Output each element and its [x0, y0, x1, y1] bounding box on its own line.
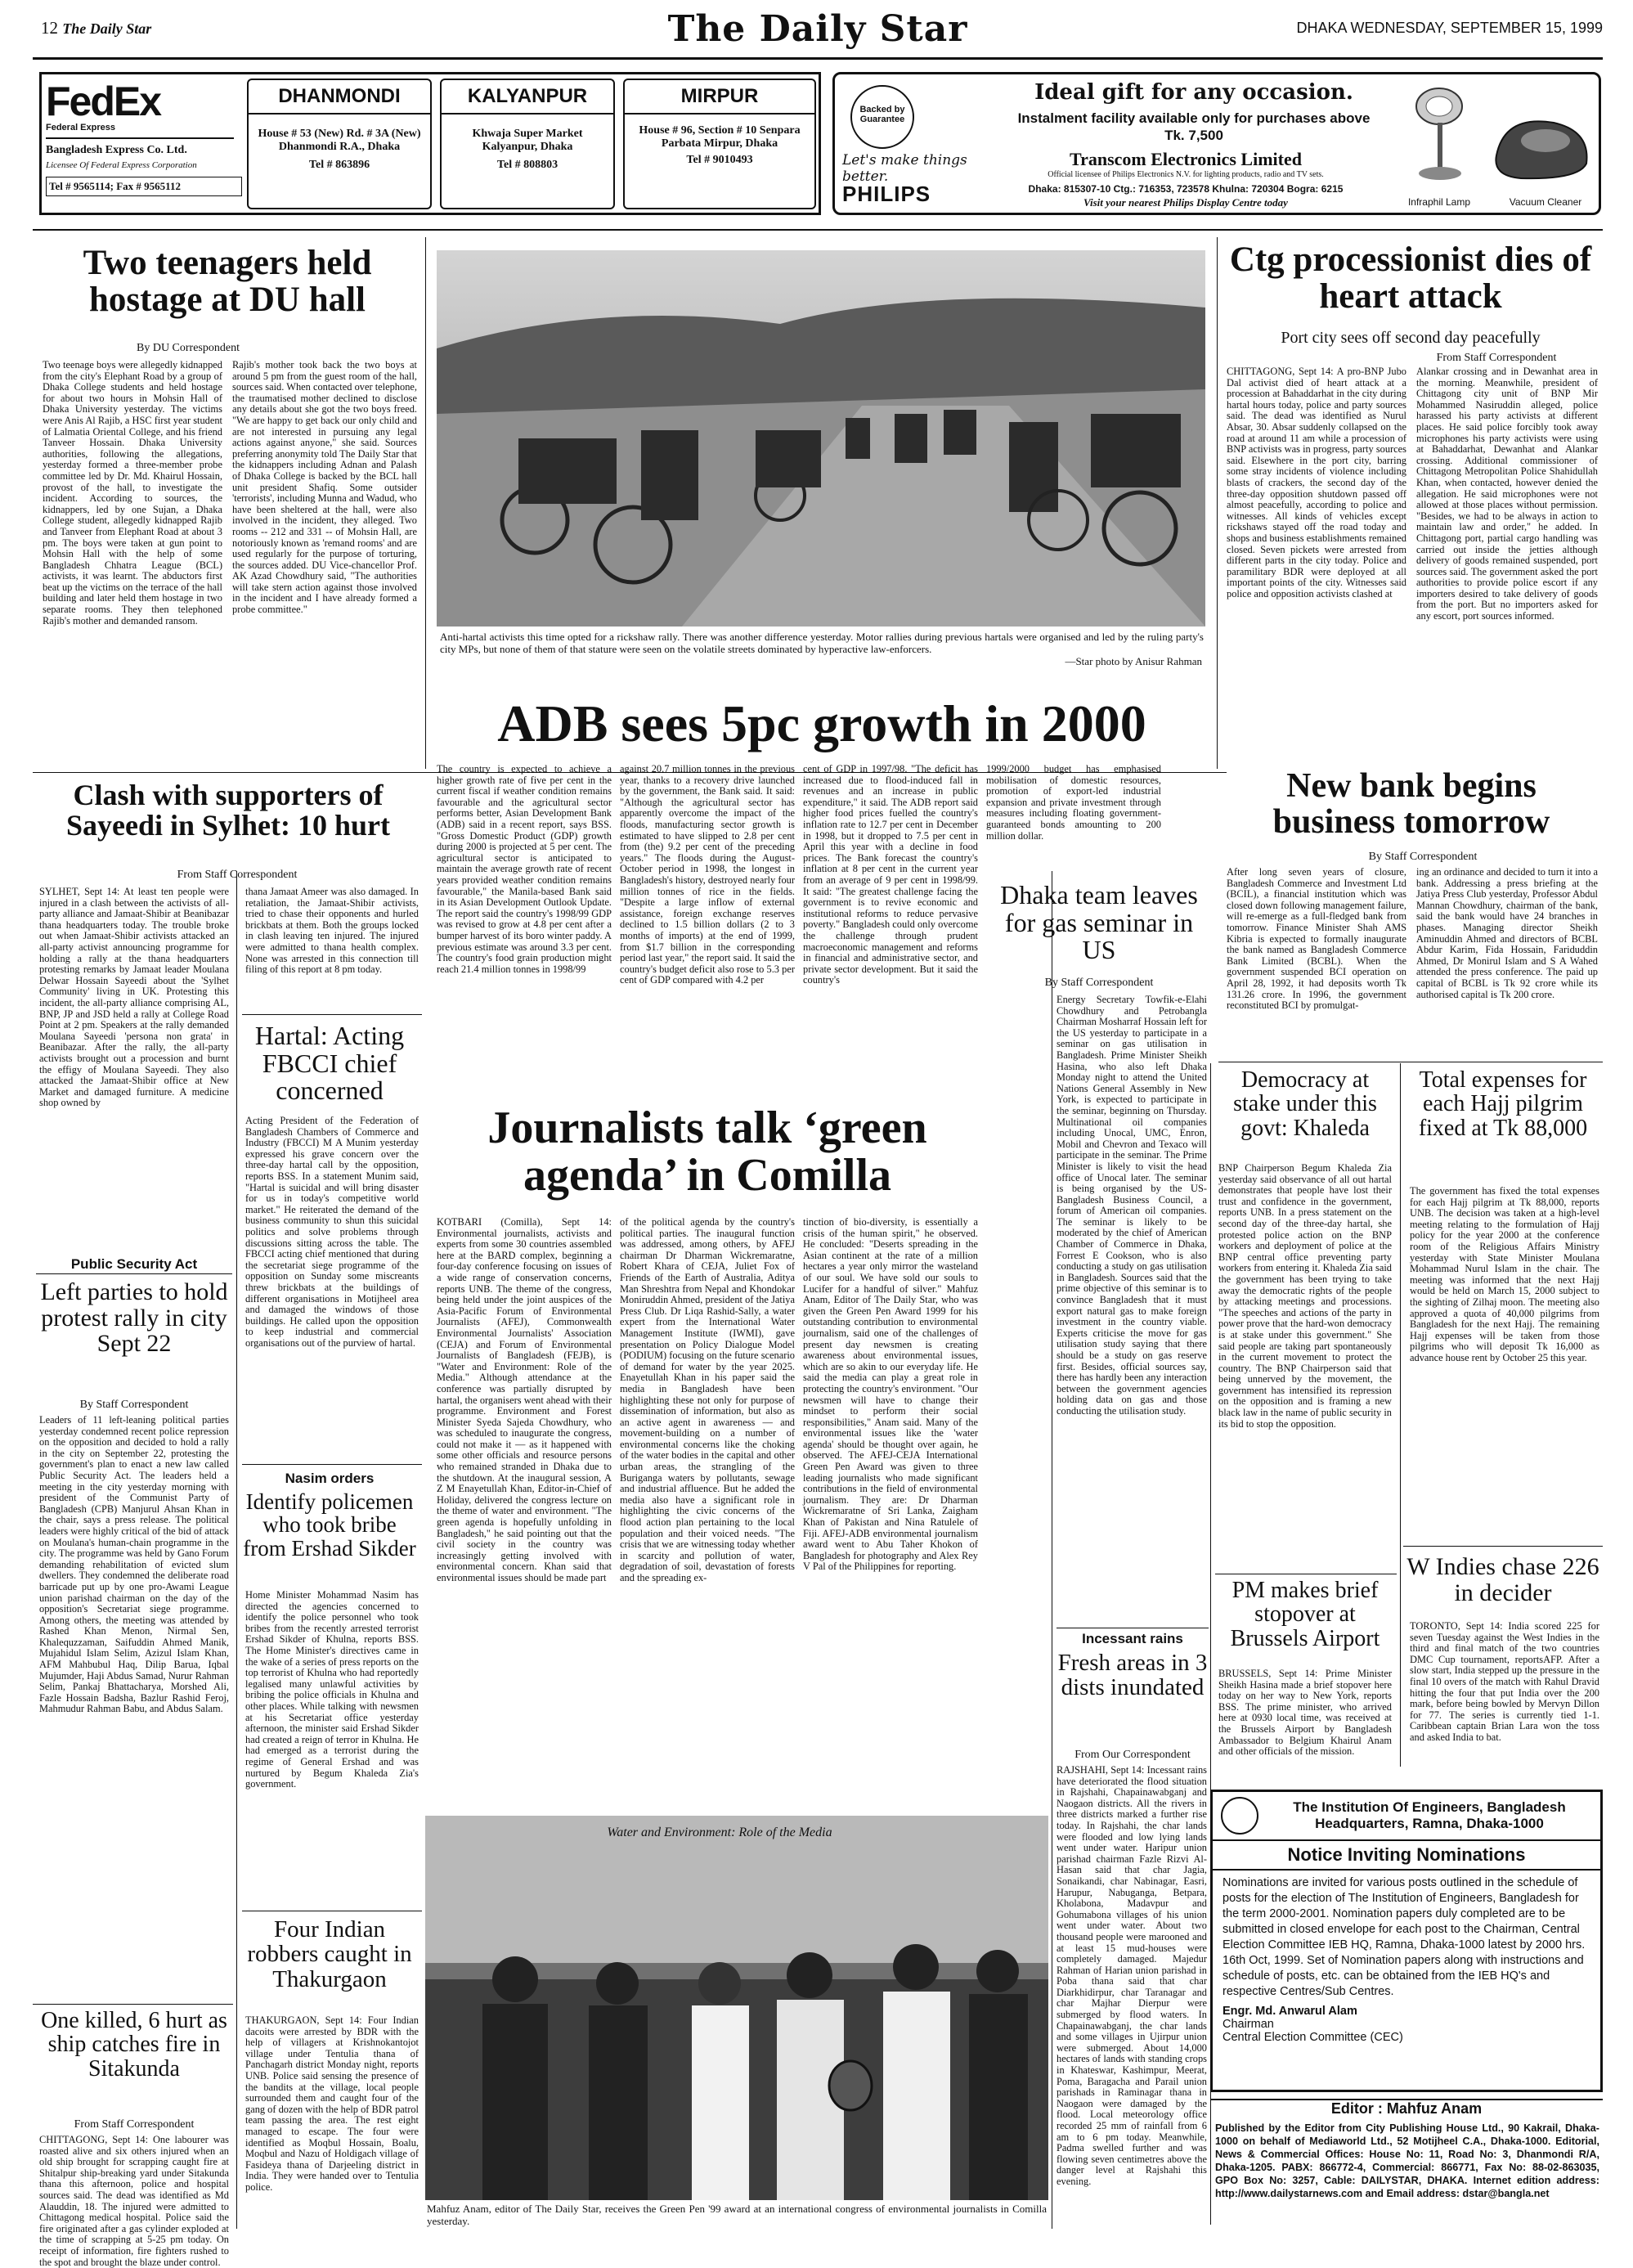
flood-byline: From Our Correspondent [1074, 1749, 1191, 1761]
philips-seal-text: Backed by Guarantee [859, 105, 905, 124]
rule-above-nasim [242, 1464, 422, 1465]
pm-headline: PM makes brief stopover at Brussels Airport [1230, 1578, 1380, 1651]
philips-instalment: Instalment facility available only for purchases above Tk. 7,500 [1017, 110, 1371, 143]
cricket-body: TORONTO, Sept 14: India scored 225 for seven Tuesday against the West Indies in the third and final match of the two countries DMC Cup tournament, reportsAFP. After a slow start, India stepped up the pressure in the final 10 overs of the match with Rahul Dravid hitting the four that put India over the 200 mark, before being bowled by Mervyn Dillon for 77. The series is currently tied 1-1. Caribbean captain Brian Lara won the toss and asked India to bat. [1410, 1620, 1599, 1743]
robbers-headline: Four Indian robbers caught in Thakurgaon [247, 1916, 412, 1992]
green-col1: KOTBARI (Comilla), Sept 14: Environmental journalists, activists and experts from some 30 countries assembled here at the BARD complex, beginning a four-day conference focusing on issues of a wide range of conservation concerns, reports UNB. The theme of the congress, being held under the joint auspices of the Asia-Pacific Forum of Environmental Journalists (AFEJ), Commonwealth Environmental Journalists' Association (CEJA) and Forum of Environmental Journalists of Bangladesh (FEJB), is "Water and Environment: Role of the Media." Although attendance at the conference was partially disrupted by hartal, the organisers went ahead with their programme. Environment and Forest Minister Syeda Sajeda Chowdhury, who was scheduled to inaugurate the congress, could not make it — as it happened with some other officials and resource persons who remained stranded in Dhaka due to the shutdown. At the inaugural session, A Z M Enayetullah Khan, Editor-in-Chief of Holiday, delivered the congress lecture on the theme of water and environment. "The green agenda is hopefully unfolding in Bangladesh," he said pointing out that the civil society in the country was increasingly getting involved with environmental concern. Khan said that environmental issues should be made part [437, 1216, 612, 1583]
bank-col2: ing an ordinance and decided to turn it into a bank. Addressing a press briefing at the Jatiya Press Club yesterday, Professor Abdul Mannan Chowdhury, chairman of the bank, said the bank would have 24 branches in phases. Managing director Sheikh Aminuddin Ahmed and directors of BCBL Abdur Karim, Fida Hossain, Fariduddin Ahmed, Dr Monirul Islam and S A Wahed attended the press conference. The paid up capital of BCBL is Tk 92 crore while its authorised capital is Tk 200 crore. [1416, 866, 1598, 1000]
philips-company: Transcom Electronics Limited [1070, 149, 1302, 169]
branch-dhanmondi [247, 79, 432, 209]
sylhet-col2: thana Jamaat Ameer was also damaged. In retaliation, the Jamaat-Shibir activists, tried to chase their opponents and hurled brickbats at them. Both the groups locked in clash leaving ten injured. The injured were admitted to thana health complex. None was arrested in this connection till filing of this report at 8 pm today. [245, 886, 419, 976]
philips-slogan: Let's make things better. [842, 152, 967, 185]
rule-above-fbcci [242, 1014, 422, 1015]
left-kicker: Public Security Act [36, 1256, 232, 1274]
ctg-subhead: Port city sees off second day peacefully [1281, 329, 1541, 347]
col-rule-2 [1217, 237, 1218, 769]
branch-kalyanpur-addr: Khwaja Super Market Kalyanpur, Dhaka [472, 128, 583, 153]
left-byline: By Staff Correspondent [79, 1399, 189, 1411]
philips-brand: PHILIPS [842, 182, 931, 206]
branch-dhanmondi-name: DHANMONDI [249, 80, 430, 115]
branch-mirpur-name: MIRPUR [625, 80, 814, 115]
du-byline: By DU Correspondent [137, 342, 240, 354]
ieb-header [1213, 1792, 1600, 1841]
branch-dhanmondi-addr: House # 53 (New) Rd. # 3A (New) Dhanmondi R.A., Dhaka [258, 128, 421, 153]
philips-headline: Ideal gift for any occasion. [1034, 80, 1353, 105]
nasim-headline: Identify policemen who took bribe from Ershad Sikder [243, 1489, 416, 1561]
page-paper-name: The Daily Star [62, 20, 152, 37]
left-headline: Left parties to hold protest rally in city Sept 22 [40, 1278, 228, 1357]
bank-byline: By Staff Correspondent [1368, 851, 1478, 863]
ieb-signer: Engr. Md. Anwarul Alam [1223, 2005, 1357, 2018]
masthead-title: The Daily Star [667, 8, 968, 50]
hajj-headline: Total expenses for each Hajj pilgrim fixed at Tk 88,000 [1418, 1067, 1588, 1141]
rule-above-cricket [1403, 1546, 1603, 1547]
ctg-col1: CHITTAGONG, Sept 14: A pro-BNP Jubo Dal activist died of heart attack at a procession at Bahaddarhat in the city during hartal hours today, police and party sources said. The dead was identified as Nurul Absar, 30. Absar suddenly collapsed on the road at around 11 am while a procession of BNP activists was in progress, party sources said. Elsewhere in the port city, barring some stray incidents of violence including blasts of crackers, the second day of the three-day opposition shutdown passed off almost peacefully, according to police and witnesses. All kinds of vehicles except rickshaws stayed off the road today and shops and business establishments remained closed. Seven pickets were arrested from different parts in the city today. Police and paramilitary BDR were deployed at all important points of the city. Witnesses said police and opposition activists clashed at [1227, 366, 1406, 600]
du-col2: Rajib's mother took back the two boys at around 5 pm from the guest room of the hall, sources said. When contacted over telephone, the traumatised mother declined to disclose any details about she got the two boys freed. "We are happy to get back our only child and are not interested in pursuing any legal actions against anyone," she said. Sources preferring anonymity told The Daily Star that the kidnappers including Adnan and Palash of Dhaka College is backed by the BCL hall unit president Shafiq. Some outsider 'terrorists', including Munna and Wadud, who have been sheltered at the hall, were also involved in the incident, they alleged. Two rooms -- 212 and 331 -- of Mohsin Hall, are notoriously known as 'remand rooms' and are used regularly for the purpose of torturing, the sources added. DU Vice-chancellor Prof. AK Azad Chowdhury said, "The authorities will take stern action against those involved in the incident and I have already formed a probe committee." [232, 359, 417, 616]
lamp-icon [1406, 82, 1480, 188]
flood-body: RAJSHAHI, Sept 14: Incessant rains have deteriorated the flood situation in Rajshahi, Chapainawabganj and Naogaon districts. All the rivers in three districts marked a further rise today. In Rajshahi, the char lands were flooded and low lying lands went under water. Haripur union parishad chairman Fazle Rizvi Al-Hasan said that char Jagia, Sonaikandi, char Nabinagar, Easri, Harupur, Nabuganga, Betpara, Kholabona, Madavpur and Gohumabona villages of his union went under water. About two thousand people were marooned and at least 15 mud-houses were completely damaged. Majedur Rahman of Harian union parishad in Poba thana said that char Diarkhidirpur, char Taranagar and char Majhar Dierpur were submerged by flood waters. In Chapainawabganj, the char lands and some villages in Ujirpur union were submerged. About 14,000 hectares of lands with standing crops in Khateswar, Kashimpur, Meerat, Poma, Baragacha and Parail union parishads in Raminagar thana in Naogaon were damaged by the flood. Local meteorology office recorded 25 mm of rainfall from 6 am to 6 pm today. Meanwhile, Padma swelled further and was flowing seven centimetres above the danger level at Rajshahi this evening. [1057, 1764, 1207, 2187]
du-col1: Two teenage boys were allegedly kidnapped from the city's Elephant Road by a group of Dhaka College students and held hostage for about two hours in Mohsin Hall of Dhaka University yesterday. The victims were Anis Al Rajib, a HSC first year student of Lalmatia Oriental College, and his friend Tanveer Hossain. Dhaka University authorities, following the allegations, yesterday formed a three-member probe committee led by Dr. Md. Khairul Hossain, provost of the hall, to investigate the incident. According to sources, the kidnappers, led by one Sujan, a Dhaka College student, allegedly kidnapped Rajib and Tanveer from Elephant Road at about 3 pm. The boys were taken at gun point to Mohsin Hall with the help of some Bangladesh Chhatra League (BCL) activists, it was learnt. The abductors first beat up the victims on the terrace of the hall building and later held them hostage in two separate rooms. They then telephoned Rajib's mother and demanded ransom. [43, 359, 222, 627]
gas-byline: By Staff Correspondent [1044, 977, 1154, 989]
adb-headline: ADB sees 5pc growth in 2000 [497, 694, 1146, 752]
ship-headline: One killed, 6 hurt as ship catches fire in Sitakunda [41, 2008, 227, 2082]
branch-kalyanpur-tel: Tel # 808803 [496, 159, 559, 171]
bank-col1: After long seven years of closure, Bangladesh Commerce and Investment Ltd (BCIL), a financial institution which was closed down following management failure, will re-emerge as a full-fledged bank from tomorrow. Finance Minister Shah AMS Kibria is expected to formally inaugurate the bank named as Bangladesh Commerce Bank Limited (BCBL). When the government suspended BCI operation on April 28, 1992, it had deposits worth Tk 131.26 crore. In 1996, the government reconstituted BCI by promulgat- [1227, 866, 1406, 1012]
adb-col2: against 20.7 million tonnes in the previous year, thanks to a recovery drive launched by the government, the Bank said. It said: "Although the agricultural sector has apparently overcome the impact of the floods, manufacturing sector growth is estimated to have slipped to 2.8 per cent from (the) 9.2 per cent of the preceding years." The floods during the August-October period in 1998, the longest in Bangladesh's history, destroyed nearly four million tonnes of rice in the fields. "Despite a large inflow of external assistance, foreign exchange reserves declined to 1.5 billion dollars (2 to 3 months of imports) at the end of 1999, from $1.7 billion in the corresponding period last year," the report said. It said the country's budget deficit also rose to 5.3 per cent of GDP compared with 4.2 per [620, 763, 795, 986]
flood-kicker: Incessant rains [1082, 1631, 1183, 1646]
masthead-rule [33, 57, 1603, 60]
rickshaw-photo-credit: —Star photo by Anisur Rahman [940, 656, 1202, 669]
sylhet-headline: Clash with supporters of Sayeedi in Sylhet: 10 hurt [65, 779, 391, 842]
ieb-signer-title: Chairman [1223, 2018, 1274, 2031]
ctg-byline: From Staff Correspondent [1436, 352, 1557, 364]
branch-mirpur-addr: House # 96, Section # 10 Senpara Parbata Mirpur, Dhaka [639, 124, 801, 150]
ctg-col2: Alankar crossing and in Dewanhat area in the morning. Meanwhile, president of Chittagong city unit of BNP Mir Mohammed Nasiruddin alleged, police harassed his party activists at different places. He said police forcibly took away microphones his party activists were using at Bahaddarhat, Dewanhat and Alankar crossing. Additional commissioner of Chittagong Metropolitan Police Shahidullah Khan, when contacted, however denied the allegation. He said microphones were not allowed at those places without permission. "Besides, we had to be always in action to maintain law and order," he added. In Chittagong port, partial cargo handling was carried out inside the jetties although delivery of goods remained suspended, port sources said. The government asked the port authorities to provide police escort if any importers desired to take delivery of goods from the port. But no importers asked for any escort, port sources informed. [1416, 366, 1598, 622]
branch-mirpur-tel: Tel # 9010493 [686, 154, 753, 166]
robbers-body: THAKURGAON, Sept 14: Four Indian dacoits were arrested by BDR with the help of villagers at Krishnokantojot village under Tentulia thana of Panchagarh district Monday night, reports UNB. Police said sensing the presence of the bandits at the village, local people surrounded them and caught four of the gang of dozen with the help of BDR patrol team passing the area. The rest eight managed to escape. The four were identified as Moqbul Hossain, Boalu, Moqbul and Nazu of Holdigach village of Fasideya thana of Darjeeling district in India. They were handed over to Tentulia police. [245, 2014, 419, 2193]
ieb-org: The Institution Of Engineers, Bangladesh [1293, 1799, 1566, 1815]
adb-col3: cent of GDP in 1997/98. "The deficit has increased due to flood-induced fall in revenues and an increase in public expenditure," it said. The ADB report said higher food prices fuelled the country's inflation rate to 12.7 per cent in December in 1998, but it dropped to 7.5 per cent in April this year with a decline in food prices. The Bank forecast the country's inflation at 8 per cent in the current year from an average of 9 per cent in 1998/99. It said: "The greatest challenge facing the government is to revive economic and institutional reforms to reduce pervasive poverty." Bangladesh could only overcome the challenge through prudent macroeconomic management and reforms in financial and administrative sector, and private sector development. But it said the country's [803, 763, 978, 986]
philips-seal [850, 85, 914, 149]
gas-headline: Dhaka team leaves for gas seminar in US [1000, 880, 1198, 965]
imprint-text: Published by the Editor from City Publishing House Ltd., 90 Kakrail, Dhaka-1000 on behalf of Mediaworld Ltd., 52 Motijheel C.A., Dhaka-1000. Editorial, News & Commercial Offices: House No: 11, Road No: 3, Dhanmondi R/A, Dhaka-1205. PABX: 866772-4, Commercial: 866771, Fax No: 88-02-863035, GPO Box No: 3257, Cable: DAILYSTAR, DHAKA. Internet edition address: http://www.dailystarnews.com and Email address: dstar@bangla.net [1215, 2122, 1599, 2199]
vacuum-label: Vacuum Cleaner [1509, 196, 1582, 208]
adb-col4: 1999/2000 budget has emphasised mobilisation of domestic resources, promotion of export-led industrial expansion and private investment through measures including floating government-guaranteed bonds amounting to 200 million dollar. [986, 763, 1161, 842]
philips-visit: Visit your nearest Philips Display Centre today [1083, 196, 1288, 209]
ieb-org2: Headquarters, Ramna, Dhaka-1000 [1315, 1816, 1544, 1831]
ieb-signer-title2: Central Election Committee (CEC) [1223, 2031, 1403, 2044]
fedex-divider [46, 137, 234, 139]
col-rule-6 [1400, 1063, 1401, 1767]
ieb-body: Nominations are invited for various posts outlined in the schedule of posts for the election of The Institution of Engineers, Bangladesh for the term 2000-2001. Nomination papers duly completed are to be submitted in closed envelope for each post to the Chairman, Central Election Committee IEB HQ, Ramna, Dhaka-1000 latest by 2000 hrs. 16th Oct, 1999. Set of Nomination papers along with instructions and schedule of posts, etc. can be obtained from the IEB HQ's and respective Centres/Sub Centres. [1223, 1876, 1586, 1998]
col-rule-1 [425, 237, 426, 769]
fedex-sub: Federal Express [46, 123, 115, 132]
lamp-label: Infraphil Lamp [1407, 196, 1471, 208]
ieb-notice-box [1210, 1790, 1603, 2092]
ieb-title: Notice Inviting Nominations [1213, 1841, 1600, 1871]
green-pen-award-photo [425, 1816, 1048, 2200]
page-number-label [41, 18, 221, 39]
fbcci-headline: Hartal: Acting FBCCI chief concerned [254, 1021, 405, 1106]
bank-headline: New bank begins business tomorrow [1272, 767, 1550, 841]
fedex-company: Bangladesh Express Co. Ltd. [46, 144, 187, 156]
ieb-emblem-icon [1221, 1797, 1258, 1835]
ctg-headline: Ctg processionist dies of heart attack [1229, 240, 1592, 316]
fedex-licensee: Licensee Of Federal Express Corporation [46, 160, 197, 170]
green-photo-caption: Mahfuz Anam, editor of The Daily Star, receives the Green Pen '99 award at an international congress of environmental journalists in Comilla yesterday. [427, 2203, 1047, 2227]
sylhet-byline: From Staff Correspondent [177, 869, 298, 881]
fbcci-body: Acting President of the Federation of Bangladesh Chambers of Commerce and Industry (FBCCI) M A Munim yesterday expressed his grave concern over the three-day hartal call by the opposition, reports BSS. In a statement Munim said, "Hartal is suicidal and will bring disaster for us in today's competitive world market." He reiterated the demand of the business community to shun this suicidal politics and solve problems through discussions sitting across the table. The FBCCI acting chief mentioned that during the secretariat siege programme of the opposition on Sunday some miscreants threw brickbats at the buildings of different organisations in Motijheel area and damaged the windows of those buildings. He called upon the opposition to keep industrial and commercial organisations out of the purview of hartal. [245, 1115, 419, 1349]
nasim-body: Home Minister Mohammad Nasim has directed the agencies concerned to identify the police personnel who took bribes from the recently arrested terrorist Ershad Sikder of Khulna, reports BSS. The Home Minister's directives came in the wake of a series of press reports on the top terrorist of Khulna who had reportedly legalised many unlawful activities by bribing the police officials in Khulna and other places. While talking with newsmen at his Secretariat office yesterday afternoon, the minister said Ershad Sikder had created a reign of terror in Khulna. He had emerged as a terrorist during the regime of General Ershad and was nurtured by Begum Khaleda Zia's government. [245, 1589, 419, 1790]
flood-headline: Fresh areas in 3 dists inundated [1057, 1650, 1208, 1701]
rule-above-ship [33, 2004, 233, 2005]
vacuum-icon [1488, 98, 1595, 188]
rickshaw-photo-caption: Anti-hartal activists this time opted for a rickshaw rally. There was another difference yesterday. Motor rallies during previous hartals were organised and led by the ruling party's city MPs, but none of them of that stature were seen on the volatile streets dominated by hyperactive law-enforcers. [440, 631, 1204, 655]
ship-body: CHITTAGONG, Sept 14: One labourer was roasted alive and six others injured when an old ship brought for scrapping caught fire at Shitalpur ship-breaking yard under Sitakunda thana this afternoon, police and hospital sources said. The dead was identified as Md Alauddin, 18. The injured were admitted to Chittagong medical hospital. Police said the fire originated after a gas cylinder exploded at the time of scrapping at 5-25 pm today. On receipt of information, fire fighters rushed to the spot and brought the blaze under control. [39, 2134, 229, 2268]
page-number: 12 [41, 18, 58, 38]
branch-mirpur [623, 79, 816, 209]
ads-bottom-rule [33, 229, 1603, 231]
col-rule-3 [236, 871, 237, 2229]
masthead-dateline: DHAKA WEDNESDAY, SEPTEMBER 15, 1999 [1296, 20, 1603, 36]
nasim-kicker: Nasim orders [285, 1471, 375, 1486]
green-photo-banner: Water and Environment: Role of the Media [607, 1826, 832, 1839]
fedex-logo [46, 80, 242, 211]
fedex-phone: Tel # 9565114; Fax # 9565112 [46, 177, 242, 196]
branch-dhanmondi-tel: Tel # 863896 [308, 159, 370, 171]
ship-byline: From Staff Correspondent [74, 2118, 195, 2131]
imprint-editor: Editor : Mahfuz Anam [1330, 2100, 1483, 2117]
democracy-body: BNP Chairperson Begum Khaleda Zia yesterday said observance of all out hartal demonstrates that people have lost their trust and confidence in the government, reports UNB. In a press statement on the second day of the three-day hartal, she protested police action on the BNP workers and deployment of police at the BNP central office preventing party workers from entering it. Khaleda Zia said the government has been trying to take away the democratic rights of the people by attacking meetings and processions. "The speeches and actions of the party in power prove that the hard-won democracy is at stake under this government." She said people are taking part spontaneously in the current movement to protect the country. The BNP Chairperson said that being unnerved by the movement, the government has intensified its repression on the opposition and is framing a new black law in the name of public security in its bid to stop the opposition. [1218, 1162, 1392, 1430]
du-headline: Two teenagers held hostage at DU hall [83, 244, 372, 319]
left-body: Leaders of 11 left-leaning political parties yesterday condemned recent police repression on the opposition and decided to hold a rally in the city on September 22, protesting the government's plan to enact a new law called Public Security Act. The leaders held a meeting in the city yesterday morning with president of the Communist Party of Bangladesh (CPB) Manjurul Ahsan Khan in the chair, says a press release. The political leaders were highly critical of the bid of attack on Moulana's human-chain programme in the city. The programme was held by Gano Forum demanding rehabilitation of evicted slum dwellers. They condemned the deliberate road barricade put up by one pro-Awami League union parishad chairman on the day of the opposition's Secretariat siege programme. Among others, the meeting was attended by Rashed Khan Menon, Nirmal Sen, Khalequzzaman, Saifuddin Ahmed Manik, Mujahidul Islam Selim, Azizul Islam Khan, AFM Mahbubul Haq, Dilip Barua, Iqbal Mujumder, Haji Abdus Samad, Nurur Rahman Selim, Pankaj Bhattacharya, Morshed Ali, Fazle Hossain Badsha, Bazlur Rashid Feroj, Mahmudur Rahman Babu, and Abdus Salam. [39, 1414, 229, 1715]
green-col3: tinction of bio-diversity, is essentially a crisis of the human spirit," he observed. He concluded: "Deserts spreading in the Asian continent at the rate of a million hectares a year only mirror the wasteland of our soul. We have sold our souls to Lucifer for a handful of silver." Mahfuz Anam, Editor of The Daily Star, who was given the Green Pen Award 1999 for his outstanding contribution to environmental journalism, said one of the challenges of present day newsmen is creating awareness about environmental issues, which are so akin to our everyday life. He said the media can play a great role in protecting the country's environment. "Our newsmen will have to change their mindset to perform their social responsibilities," Anam said. Many of the environmental issues like the 'water agenda' should be thought over again, he observed. The AFEJ-CEJA International Green Pen Award was given to three leading journalists who made significant contributions in the field of environmental journalism. They are: Dr Dharman Wickremaratne of Sri Lanka, Zaigham Khan of Pakistan and Nina Ratulele of Fiji. AFEJ-ADB environmental journalism award went to Abu Taher Khokon of Bangladesh for photography and Alex Rey V Pal of the Philippines for reporting. [803, 1216, 978, 1573]
cricket-headline: W Indies chase 226 in decider [1406, 1553, 1599, 1606]
gas-body: Energy Secretary Towfik-e-Elahi Chowdhury and Petrobangla Chairman Mosharraf Hossain left for the US yesterday to participate in a seminar on gas utilisation in Bangladesh. Prime Minister Sheikh Hasina, who also left Dhaka Monday night to attend the United Nations General Assembly in New York, is expected to participate in the seminar, beginning on Thursday. Multinational oil companies including Unocal, UMC, Enron, Mobil and Chevron and Texaco will participate in the seminar. The Prime Minister is likely to visit the head office of Unocal later. The seminar is being organised by the US-Bangladesh Business Council, a forum of American oil companies. The seminar is likely to be moderated by the chief of American Chamber of Commerce in Dhaka, Forrest E Cookson, who is also conducting a study on gas utilisation in Bangladesh. Sources said that the prime objective of this seminar is to convince Bangladesh that it must export natural gas to make foreign investment in the country viable. Experts criticise the move for gas utilisation study saying that there should be a study on gas reserve first. Besides, official sources say, there has hardly been any interaction between the government agencies holding data on gas and those conducting the utilisation study. [1057, 994, 1207, 1417]
branch-kalyanpur-name: KALYANPUR [442, 80, 613, 115]
hajj-body: The government has fixed the total expenses for each Hajj pilgrim at Tk 88,000, reports UNB. The decision was taken at a high-level meeting relating to the formulation of Hajj policy for the year 2000 at the conference room of the Religious Affairs Ministry yesterday with State Minister Moulana Mohammad Nurul Islam in the chair. The meeting was informed that the next Hajj would be held on March 15, 2000 subject to the sighting of Zilhaj moon. The meeting also approved a quota of 40,000 pilgrims from Bangladesh for the next Hajj. The remaining Hajj expenses will be taken from those pilgrims who will deposit Tk 16,000 as advance house rent by October 25 this year. [1410, 1185, 1599, 1363]
adb-col1: The country is expected to achieve a higher growth rate of five per cent in the current fiscal if weather condition remains favourable and the agricultural sector performs better, Asian Development Bank (ADB) said in a recent report, says BSS. "Gross Domestic Product (GDP) growth during 2000 is projected at 5 per cent. The agricultural sector is anticipated to maintain the average growth rate of recent years provided weather condition remains favourable," the Manila-based Bank said in its Asian Development Outlook Update. The report said the country's 1998/99 GDP was revised to grow at 4.8 per cent after a bumper harvest of its boro winter paddy. A previous estimate was around 3.3 per cent. The country's food grain production might reach 21.4 million tonnes in 1998/99 [437, 763, 612, 975]
philips-licensee: Official licensee of Philips Electronics N.V. for lighting products, radio and TV sets. [1048, 170, 1324, 179]
rickshaw-rally-photo [437, 250, 1205, 627]
fedex-wordmark: FedEx [46, 79, 161, 124]
sylhet-col1: SYLHET, Sept 14: At least ten people were injured in a clash between the activists of all-party alliance and Jamaat-Shibir at Beanibazar thana headquarters today. The trouble broke out when Jamaat-Shibir activists attacked an all-party activist announcing programme for holding a rally at the thana headquarters protesting remarks by Jamaat leader Moulana Delwar Hossain Sayeedi about the 'Sylhet Community' living in UK. Protesting this incident, the all-party alliance comprising AL, BNP, JP and JSD held a rally at College Road Point at 2 pm. Speakers at the rally demanded Moulana Sayeedi 'persona non grata' in Beanibazar. After the rally, the all-party activists brought out a procession and burnt the effigy of Moulana Sayeedi. They also attacked the Jamaat-Shibir office at New Market and damaged furniture. A medicine shop owned by [39, 886, 229, 1109]
pm-body: BRUSSELS, Sept 14: Prime Minister Sheikh Hasina made a brief stopover here today on her way to New York, reports BSS. The prime minister, who arrived here at 0930 local time, was received at the Brussels Airport by Bangladesh Ambassador to Belgium Khairul Anam and other officials of the mission. [1218, 1668, 1392, 1758]
green-col2: of the political agenda by the country's political parties. The inaugural function was addressed, among others, by AFEJ chairman Dr Dharman Wickremaratne, Robert Khara of CEJA, Juliet Fox of Friends of the Earth of Australia, Aditya Man Shreshtra from Nepal and Khondokar Moniruddin Ahmed, president of the Jatiya Press Club. Dr Liqa Rashid-Sally, a water expert from the International Water Management Institute (IWMI), gave presentation on Policy Dialogue Model (PODIUM) focusing on the future scenario of demand for water by the year 2025. Enayetullah Khan in his paper said the media in Bangladesh have been highlighting these not only for purpose of dissemination of information, but also as an active agent in awareness — and movement-building on a number of environmental concerns like the choking of the water bodies in the capital and other urban areas, the strangling of the Buriganga waters by pollutants, sewage and industrial affluence. But he added the media also have a significant role in highlighting the civic concerns of the flood action plan pertaining to the local population and their voiced needs. "The crisis that we are witnessing today whether in scarcity and pollution of water, degradation of soil, devastation of forests and the spreading ex- [620, 1216, 795, 1583]
green-headline: Journalists talk ‘green agenda’ in Comilla [487, 1103, 927, 1201]
branch-kalyanpur [440, 79, 615, 209]
philips-contacts: Dhaka: 815307-10 Ctg.: 716353, 723578 Khulna: 720304 Bogra: 6215 [1028, 183, 1344, 195]
democracy-headline: Democracy at stake under this govt: Khaleda [1233, 1067, 1377, 1141]
